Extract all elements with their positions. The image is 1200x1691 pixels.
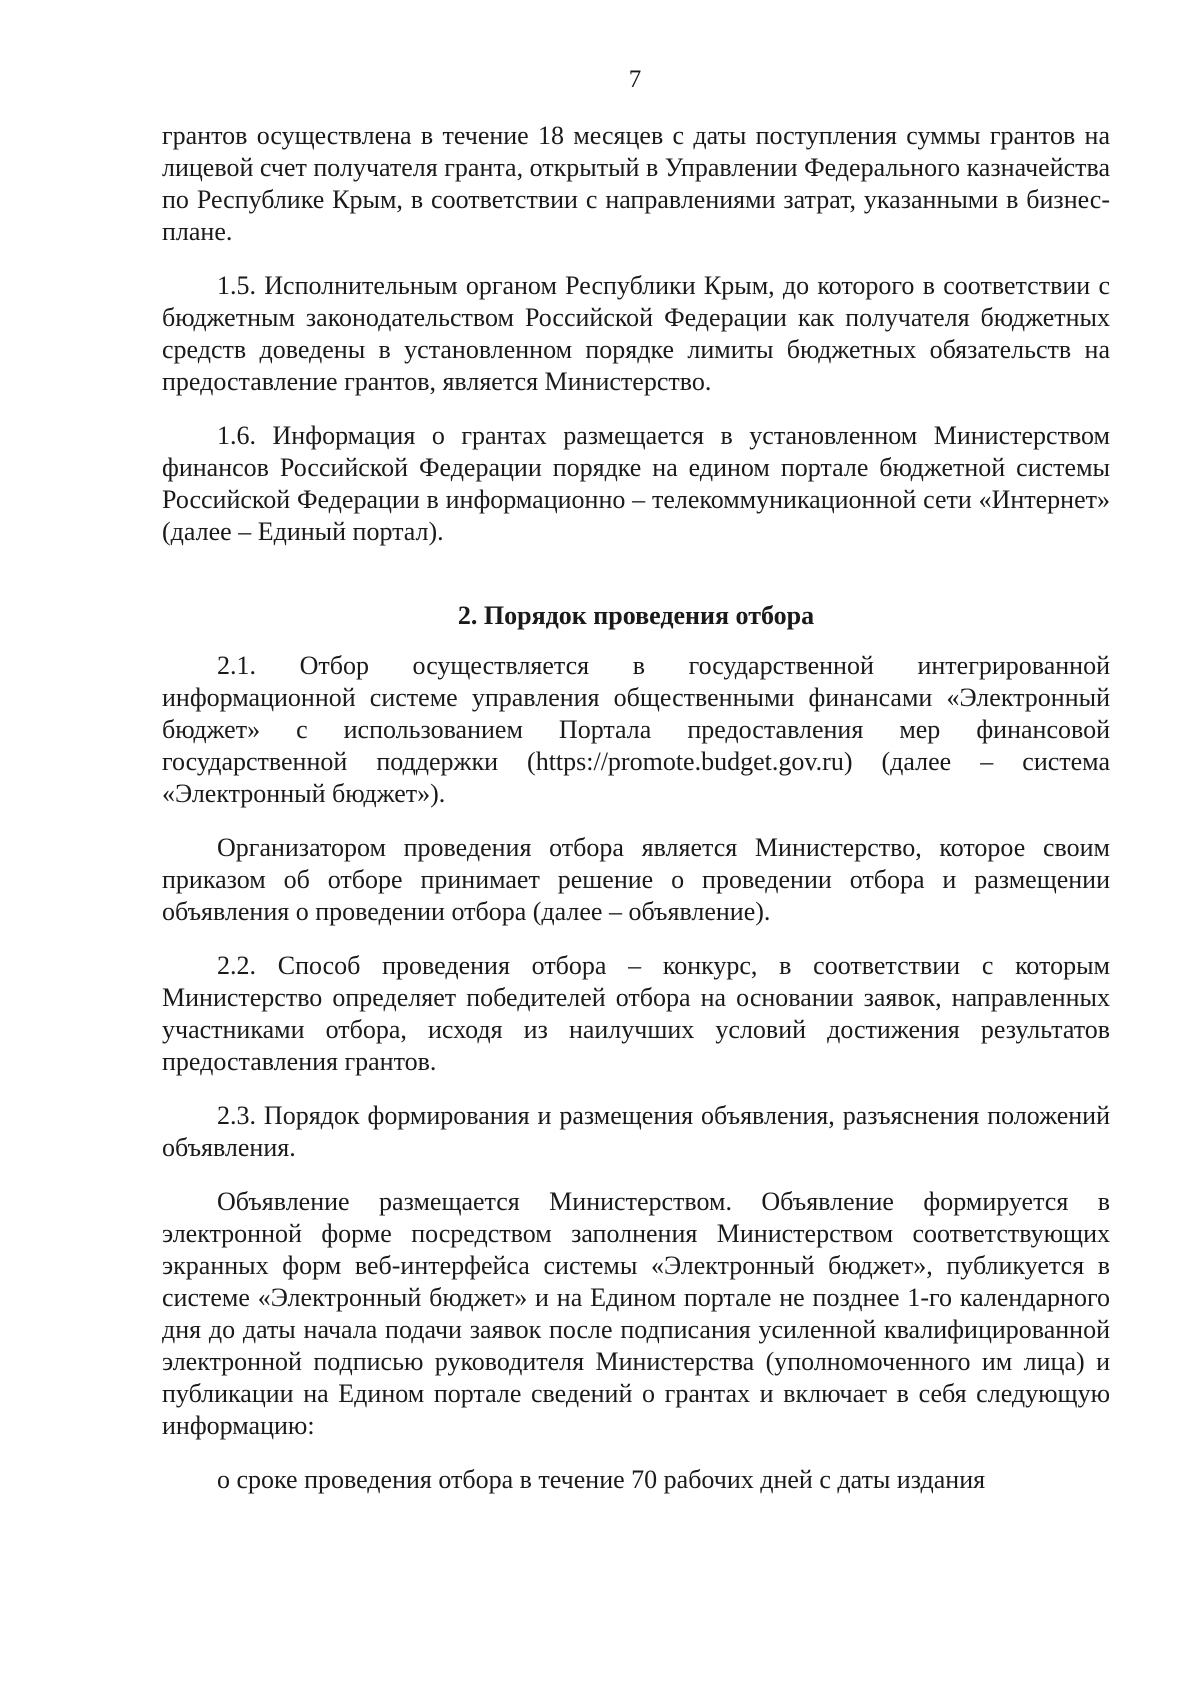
page-number: 7 — [628, 66, 642, 93]
paragraph-2-3: 2.3. Порядок формирования и размещения объявления, разъяснения положений объявления. — [162, 1101, 1110, 1162]
paragraph-1-5: 1.5. Исполнительным органом Республики Крым, до которого в соответствии с бюджетным законодательством Российской Федерации как получателя бюджетных средств доведены в установленном порядке лимиты бюджетных обязательств на предоставление грантов, является Министерство. — [162, 271, 1110, 396]
paragraph-organizer: Организатором проведения отбора является Министерство, которое своим приказом об отборе принимает решение о проведении отбора и размещении объявления о проведении отбора (далее – объявление). — [162, 833, 1110, 926]
paragraph-continuation: грантов осуществлена в течение 18 месяцев с даты поступления суммы грантов на лицевой счет получателя гранта, открытый в Управлении Федерального казначейства по Республике Крым, в соответствии с направлениями затрат, указанными в бизнес-плане. — [162, 121, 1110, 246]
paragraph-announcement: Объявление размещается Министерством. Объявление формируется в электронной форме посредством заполнения Министерством соответствующих экранных форм веб-интерфейса системы «Электронный бюджет», публикуется в системе «Электронный бюджет» и на Едином портале не позднее 1-го календарного дня до даты начала подачи заявок после подписания усиленной квалифицированной электронной подписью руководителя Министерства (уполномоченного им лица) и публикации на Едином портале сведений о грантах и включает в себя следующую информацию: — [162, 1187, 1110, 1440]
paragraph-2-1: 2.1. Отбор осуществляется в государственной интегрированной информационной системе управления общественными финансами «Электронный бюджет» с использованием Портала предоставления мер финансовой государственной поддержки (https://promote.budget.gov.ru) (далее – система «Электронный бюджет»). — [162, 651, 1110, 808]
paragraph-2-2: 2.2. Способ проведения отбора – конкурс, в соответствии с которым Министерство определяет победителей отбора на основании заявок, направленных участниками отбора, исходя из наилучших условий достижения результатов предоставления грантов. — [162, 951, 1110, 1076]
section-heading: 2. Порядок проведения отбора — [457, 601, 815, 630]
paragraph-deadline: о сроке проведения отбора в течение 70 рабочих дней с даты издания — [217, 1465, 986, 1494]
paragraph-1-6: 1.6. Информация о грантах размещается в установленном Министерством финансов Российской Федерации порядке на едином портале бюджетной системы Российской Федерации в информационно – телекоммуникационной сети «Интернет» (далее – Единый портал). — [162, 421, 1110, 546]
document-body — [162, 120, 1110, 1496]
